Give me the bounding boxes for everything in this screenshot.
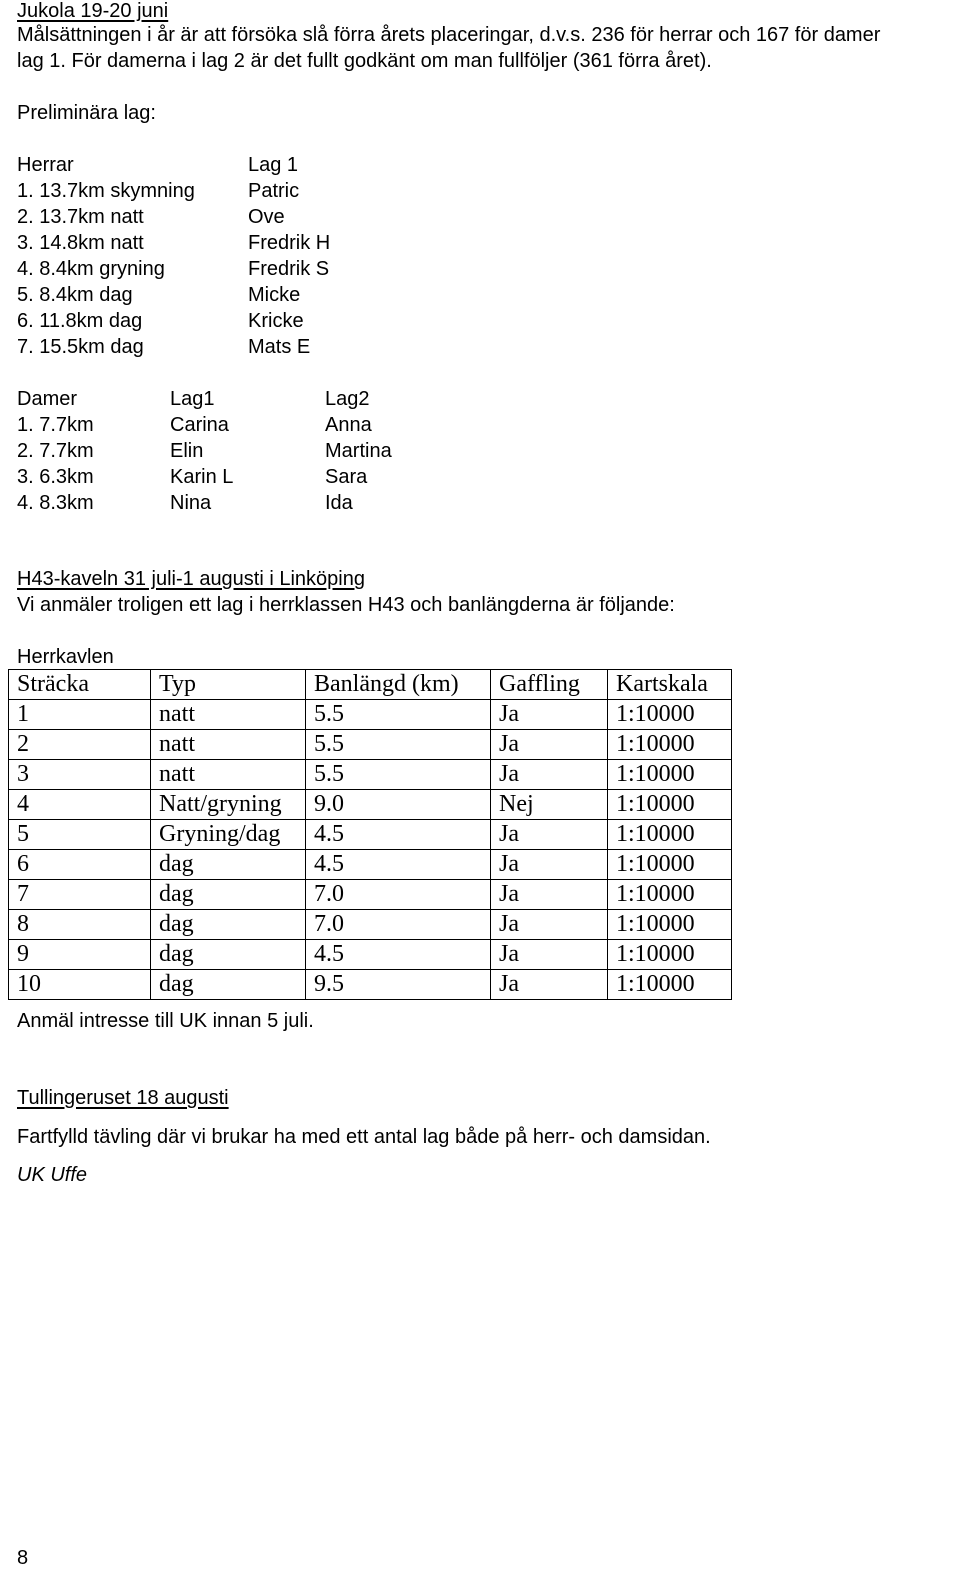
cell-kartskala: 1:10000 bbox=[608, 970, 732, 1000]
cell-stracka: 9 bbox=[9, 940, 151, 970]
cell-kartskala: 1:10000 bbox=[608, 880, 732, 910]
damer-team2-runner: Sara bbox=[325, 466, 368, 488]
h43-intro: Vi anmäler troligen ett lag i herrklassen H43 och banlängderna är följande: bbox=[17, 594, 675, 616]
cell-stracka: 1 bbox=[9, 700, 151, 730]
cell-kartskala: 1:10000 bbox=[608, 820, 732, 850]
cell-typ: dag bbox=[151, 970, 306, 1000]
jukola-title: Jukola 19-20 juni bbox=[17, 0, 169, 22]
cell-stracka: 6 bbox=[9, 850, 151, 880]
herrar-runner: Fredrik S bbox=[248, 258, 330, 280]
tullinge-text: Fartfylld tävling där vi brukar ha med ett antal lag både på herr- och damsidan. bbox=[17, 1126, 711, 1148]
herrar-runner: Fredrik H bbox=[248, 232, 331, 254]
cell-gaffling: Ja bbox=[491, 910, 608, 940]
jukola-goal-line-1: Målsättningen i år är att försöka slå förra årets placeringar, d.v.s. 236 för herrar och 167 för damer bbox=[17, 24, 881, 46]
cell-kartskala: 1:10000 bbox=[608, 910, 732, 940]
preliminary-teams-heading: Preliminära lag: bbox=[17, 102, 156, 124]
cell-gaffling: Ja bbox=[491, 880, 608, 910]
damer-team2-runner: Anna bbox=[325, 414, 372, 436]
herrar-runner: Micke bbox=[248, 284, 301, 306]
signature: UK Uffe bbox=[17, 1164, 88, 1186]
damer-team1-runner: Elin bbox=[170, 440, 204, 462]
cell-banlangd: 5.5 bbox=[306, 700, 491, 730]
cell-banlangd: 9.0 bbox=[306, 790, 491, 820]
damer-team1-runner: Carina bbox=[170, 414, 229, 436]
damer-stage: 1. 7.7km bbox=[17, 414, 94, 436]
cell-typ: natt bbox=[151, 730, 306, 760]
damer-stage: 2. 7.7km bbox=[17, 440, 94, 462]
column-header-gaffling: Gaffling bbox=[491, 670, 608, 700]
table-row bbox=[9, 880, 732, 910]
h43-title: H43-kaveln 31 juli-1 augusti i Linköping bbox=[17, 568, 365, 590]
cell-stracka: 2 bbox=[9, 730, 151, 760]
cell-gaffling: Ja bbox=[491, 730, 608, 760]
damer-header-class: Damer bbox=[17, 388, 78, 410]
cell-gaffling: Ja bbox=[491, 940, 608, 970]
cell-banlangd: 9.5 bbox=[306, 970, 491, 1000]
table-row bbox=[9, 910, 732, 940]
tullinge-title: Tullingeruset 18 augusti bbox=[17, 1087, 229, 1109]
cell-kartskala: 1:10000 bbox=[608, 730, 732, 760]
herrar-stage: 5. 8.4km dag bbox=[17, 284, 133, 306]
cell-typ: dag bbox=[151, 910, 306, 940]
cell-stracka: 5 bbox=[9, 820, 151, 850]
cell-stracka: 7 bbox=[9, 880, 151, 910]
table-row bbox=[9, 790, 732, 820]
cell-banlangd: 7.0 bbox=[306, 880, 491, 910]
h43-note: Anmäl intresse till UK innan 5 juli. bbox=[17, 1010, 314, 1032]
table-row bbox=[9, 700, 732, 730]
cell-kartskala: 1:10000 bbox=[608, 790, 732, 820]
table-header-row bbox=[9, 670, 732, 700]
cell-typ: natt bbox=[151, 700, 306, 730]
page-number: 8 bbox=[17, 1547, 29, 1569]
cell-gaffling: Ja bbox=[491, 850, 608, 880]
cell-typ: Gryning/dag bbox=[151, 820, 306, 850]
cell-kartskala: 1:10000 bbox=[608, 850, 732, 880]
column-header-typ: Typ bbox=[151, 670, 306, 700]
jukola-goal-line-2: lag 1. För damerna i lag 2 är det fullt godkänt om man fullföljer (361 förra året). bbox=[17, 50, 712, 72]
cell-kartskala: 1:10000 bbox=[608, 940, 732, 970]
cell-banlangd: 4.5 bbox=[306, 850, 491, 880]
cell-gaffling: Ja bbox=[491, 970, 608, 1000]
damer-header-team1: Lag1 bbox=[170, 388, 215, 410]
damer-team1-runner: Nina bbox=[170, 492, 212, 514]
cell-stracka: 8 bbox=[9, 910, 151, 940]
cell-gaffling: Ja bbox=[491, 820, 608, 850]
damer-stage: 3. 6.3km bbox=[17, 466, 94, 488]
cell-typ: Natt/gryning bbox=[151, 790, 306, 820]
herrar-stage: 1. 13.7km skymning bbox=[17, 180, 195, 202]
column-header-stracka: Sträcka bbox=[9, 670, 151, 700]
column-header-banlangd: Banlängd (km) bbox=[306, 670, 491, 700]
herrar-stage: 4. 8.4km gryning bbox=[17, 258, 165, 280]
cell-banlangd: 5.5 bbox=[306, 760, 491, 790]
herrar-stage: 6. 11.8km dag bbox=[17, 310, 143, 332]
table-row bbox=[9, 730, 732, 760]
cell-stracka: 3 bbox=[9, 760, 151, 790]
table-row bbox=[9, 820, 732, 850]
cell-typ: dag bbox=[151, 880, 306, 910]
herrkavlen-table bbox=[8, 669, 732, 1000]
herrar-runner: Mats E bbox=[248, 336, 311, 358]
damer-team2-runner: Martina bbox=[325, 440, 392, 462]
cell-kartskala: 1:10000 bbox=[608, 760, 732, 790]
damer-header-team2: Lag2 bbox=[325, 388, 370, 410]
herrar-runner: Patric bbox=[248, 180, 300, 202]
herrar-stage: 3. 14.8km natt bbox=[17, 232, 144, 254]
cell-gaffling: Ja bbox=[491, 760, 608, 790]
table-row bbox=[9, 970, 732, 1000]
herrar-runner: Ove bbox=[248, 206, 285, 228]
herrkavlen-heading: Herrkavlen bbox=[17, 646, 114, 668]
cell-banlangd: 4.5 bbox=[306, 820, 491, 850]
cell-gaffling: Ja bbox=[491, 700, 608, 730]
table-row bbox=[9, 940, 732, 970]
table-row bbox=[9, 760, 732, 790]
cell-banlangd: 4.5 bbox=[306, 940, 491, 970]
damer-team2-runner: Ida bbox=[325, 492, 353, 514]
herrar-header-team: Lag 1 bbox=[248, 154, 299, 176]
table-row bbox=[9, 850, 732, 880]
cell-stracka: 10 bbox=[9, 970, 151, 1000]
cell-kartskala: 1:10000 bbox=[608, 700, 732, 730]
cell-banlangd: 7.0 bbox=[306, 910, 491, 940]
herrar-stage: 7. 15.5km dag bbox=[17, 336, 144, 358]
herrar-runner: Kricke bbox=[248, 310, 304, 332]
damer-stage: 4. 8.3km bbox=[17, 492, 94, 514]
damer-team1-runner: Karin L bbox=[170, 466, 234, 488]
cell-typ: dag bbox=[151, 850, 306, 880]
cell-stracka: 4 bbox=[9, 790, 151, 820]
cell-banlangd: 5.5 bbox=[306, 730, 491, 760]
cell-typ: dag bbox=[151, 940, 306, 970]
column-header-kartskala: Kartskala bbox=[608, 670, 732, 700]
herrar-header-class: Herrar bbox=[17, 154, 74, 176]
cell-typ: natt bbox=[151, 760, 306, 790]
cell-gaffling: Nej bbox=[491, 790, 608, 820]
herrar-stage: 2. 13.7km natt bbox=[17, 206, 144, 228]
